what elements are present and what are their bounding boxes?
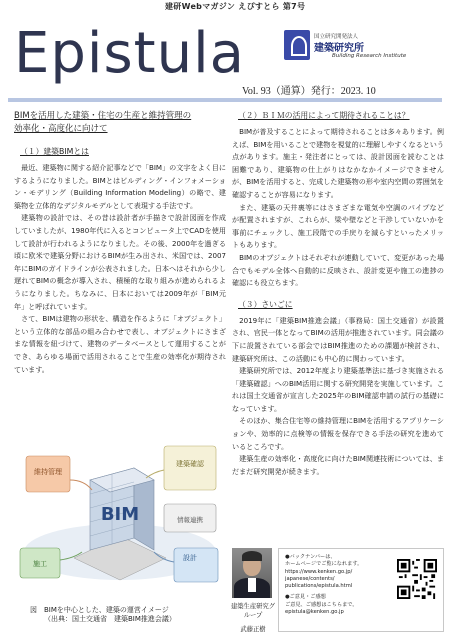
bim-center-label: BIM bbox=[100, 504, 140, 525]
right-paragraph: 建築研究所では、2012年度より建築基準法に基づき実施される「建築確認」へのBIM活用に関する研究開発を実施しています。これは国土交通省が宣言した2025年のBIM確認申請の試行の基礎になっています。 bbox=[232, 366, 444, 413]
author-name: 武藤正樹 bbox=[240, 626, 266, 633]
backnumber-text: ホームページでご覧になれます。 bbox=[285, 561, 363, 568]
figure-label-linkage: 情報連携 bbox=[177, 516, 203, 524]
section3-heading: （３）さいごに bbox=[238, 299, 293, 309]
contact-title: ●ご意見・ご感想 bbox=[285, 594, 326, 601]
bim-illustration bbox=[14, 440, 226, 600]
section1-heading: （１）建築BIMとは bbox=[20, 147, 89, 156]
magazine-pretitle: 建研Webマガジン えぴすとら 第7号 bbox=[165, 2, 306, 11]
right-column bbox=[232, 110, 444, 478]
right-paragraph: 建築生産の効率化・高度化に向けたBIM関連技術については、まだまだ研究開発が続きます。 bbox=[232, 454, 444, 476]
contact-email[interactable]: epistula@kenken.go.jp bbox=[285, 609, 344, 616]
author-profile bbox=[232, 548, 444, 638]
masthead bbox=[14, 22, 436, 96]
qr-code-icon[interactable] bbox=[397, 559, 437, 599]
bri-emblem-icon bbox=[284, 30, 310, 60]
institute-type: 国立研究開発法人 bbox=[314, 34, 359, 40]
left-paragraph: さて、BIMは建物の形状を、構造を作るように「オブジェクト」という立体的な部品の組み合わせで表し、オブジェクトにさまざまな情報を紐づけて、建物のデータベースとして運用することができ、あらゆる場面で活用されることで生産の効率化が期待されています。 bbox=[14, 314, 226, 374]
bri-brand[interactable] bbox=[284, 30, 444, 64]
article-title-line1: BIMを活用した建築・住宅の生産と維持管理の bbox=[14, 111, 192, 121]
epistula-logo: Epistula bbox=[14, 21, 245, 86]
figure-caption bbox=[30, 606, 176, 624]
author-affiliation: 建築生産研究グループ bbox=[230, 603, 276, 619]
left-paragraph: 最近、建築物に関する紹介記事などで「BIM」の文字をよく目にするようになりました。BIMとはビルディング・インフォメーション・モデリング（Building Information Modeling）の略で、建築物を立体的なデジタルモデルとして表現する手法です。 bbox=[14, 163, 226, 210]
article-title bbox=[14, 110, 226, 136]
left-column bbox=[14, 110, 226, 376]
right-paragraph: そのほか、集合住宅等の維持管理にBIMを活用するアプリケーションや、効率的に点検等の情報を保存できる手法の研究を進めているところです。 bbox=[232, 416, 444, 451]
backnumber-url[interactable]: japanese/contents/ bbox=[285, 575, 335, 582]
figure-label-construction: 施工 bbox=[33, 560, 47, 568]
institute-name: 建築研究所 bbox=[314, 43, 364, 54]
bim-figure bbox=[14, 440, 226, 600]
author-photo bbox=[232, 548, 272, 598]
backnumber-title: ●バックナンバーは、 bbox=[285, 554, 336, 560]
figure-label-confirmation: 建築確認 bbox=[176, 460, 204, 468]
info-box bbox=[278, 548, 444, 632]
right-paragraph: また、建築の天井裏等にはさまざまな電気や空調のパイプなどが配置されますが、これらが、梁や壁などと干渉していないかを事前にチェックし、施工段階での手戻りを減らすといったメリットもあります。 bbox=[232, 202, 444, 250]
figure-label-maintenance: 維持管理 bbox=[34, 468, 62, 476]
right-paragraph: BIMのオブジェクトはそれぞれが連動していて、変更があった場合でもモデル全体へ自動的に反映され、設計変更や施工の進捗の確認にも役立ちます。 bbox=[232, 252, 444, 288]
right-paragraph: 2019年に「建築BIM推進会議」（事務局：国土交通省）が設置され、官民一体となってBIMの活用が推進されています。同会議の下に設置されている部会ではBIM推進のための課題が検討され、建築研究所は、この活動にも中心的に関わっています。 bbox=[232, 315, 444, 363]
figure-label-design: 設計 bbox=[183, 554, 197, 562]
backnumber-url[interactable]: publications/epistula.html bbox=[285, 583, 353, 590]
section2-heading: （２）ＢＩＭの活用によって期待されることは？ bbox=[238, 111, 410, 120]
caption-line1: 図 BIMを中心とした、建築の運営イメージ bbox=[30, 606, 169, 614]
volume-info: Vol. 93（通算）発行：2023. 10 bbox=[242, 86, 376, 97]
contact-text: ご意見、ご感想はこちらまで。 bbox=[285, 601, 358, 608]
info-text bbox=[285, 554, 389, 616]
caption-line2: （出典：国土交通省 建築BIM推進会議） bbox=[44, 615, 176, 623]
left-paragraph: 建築物の設計では、その昔は設計者が手描きで設計図面を作成していましたが、1980年代に入るとコンピュータ上でCADを使用して設計が行われるようになりました。その後、2000年を過ぎる頃に欧米で建築分野におけるBIMが生み出され、米国では、2007年にBIMのガイドラインが公表されました。日本へはそれから少し遅れてBIMの概念が導入され、積極的な取り組みが進められるようになりました。ちなみに、日本においては2009年が「BIM元年」と呼ばれています。 bbox=[14, 213, 226, 311]
article-title-line2: 効率化・高度化に向けて bbox=[14, 124, 108, 134]
institute-english: Building Research Institute bbox=[332, 53, 407, 59]
header-bar bbox=[0, 0, 450, 12]
header-divider bbox=[8, 98, 442, 102]
right-paragraph: BIMが普及することによって期待されることは多々あります。例えば、BIMを用いることで建物を視覚的に理解しやすくなるという点があります。施主・発注者にとっては、設計図面を読むことは困難であり、建築物の仕上がりはなかなかイメージできませんが、BIMを活用すると、完成した建築物の形や室内空間の雰囲気を確認することが容易になります。 bbox=[232, 127, 444, 199]
backnumber-url[interactable]: https://www.kenken.go.jp/ bbox=[285, 568, 353, 575]
